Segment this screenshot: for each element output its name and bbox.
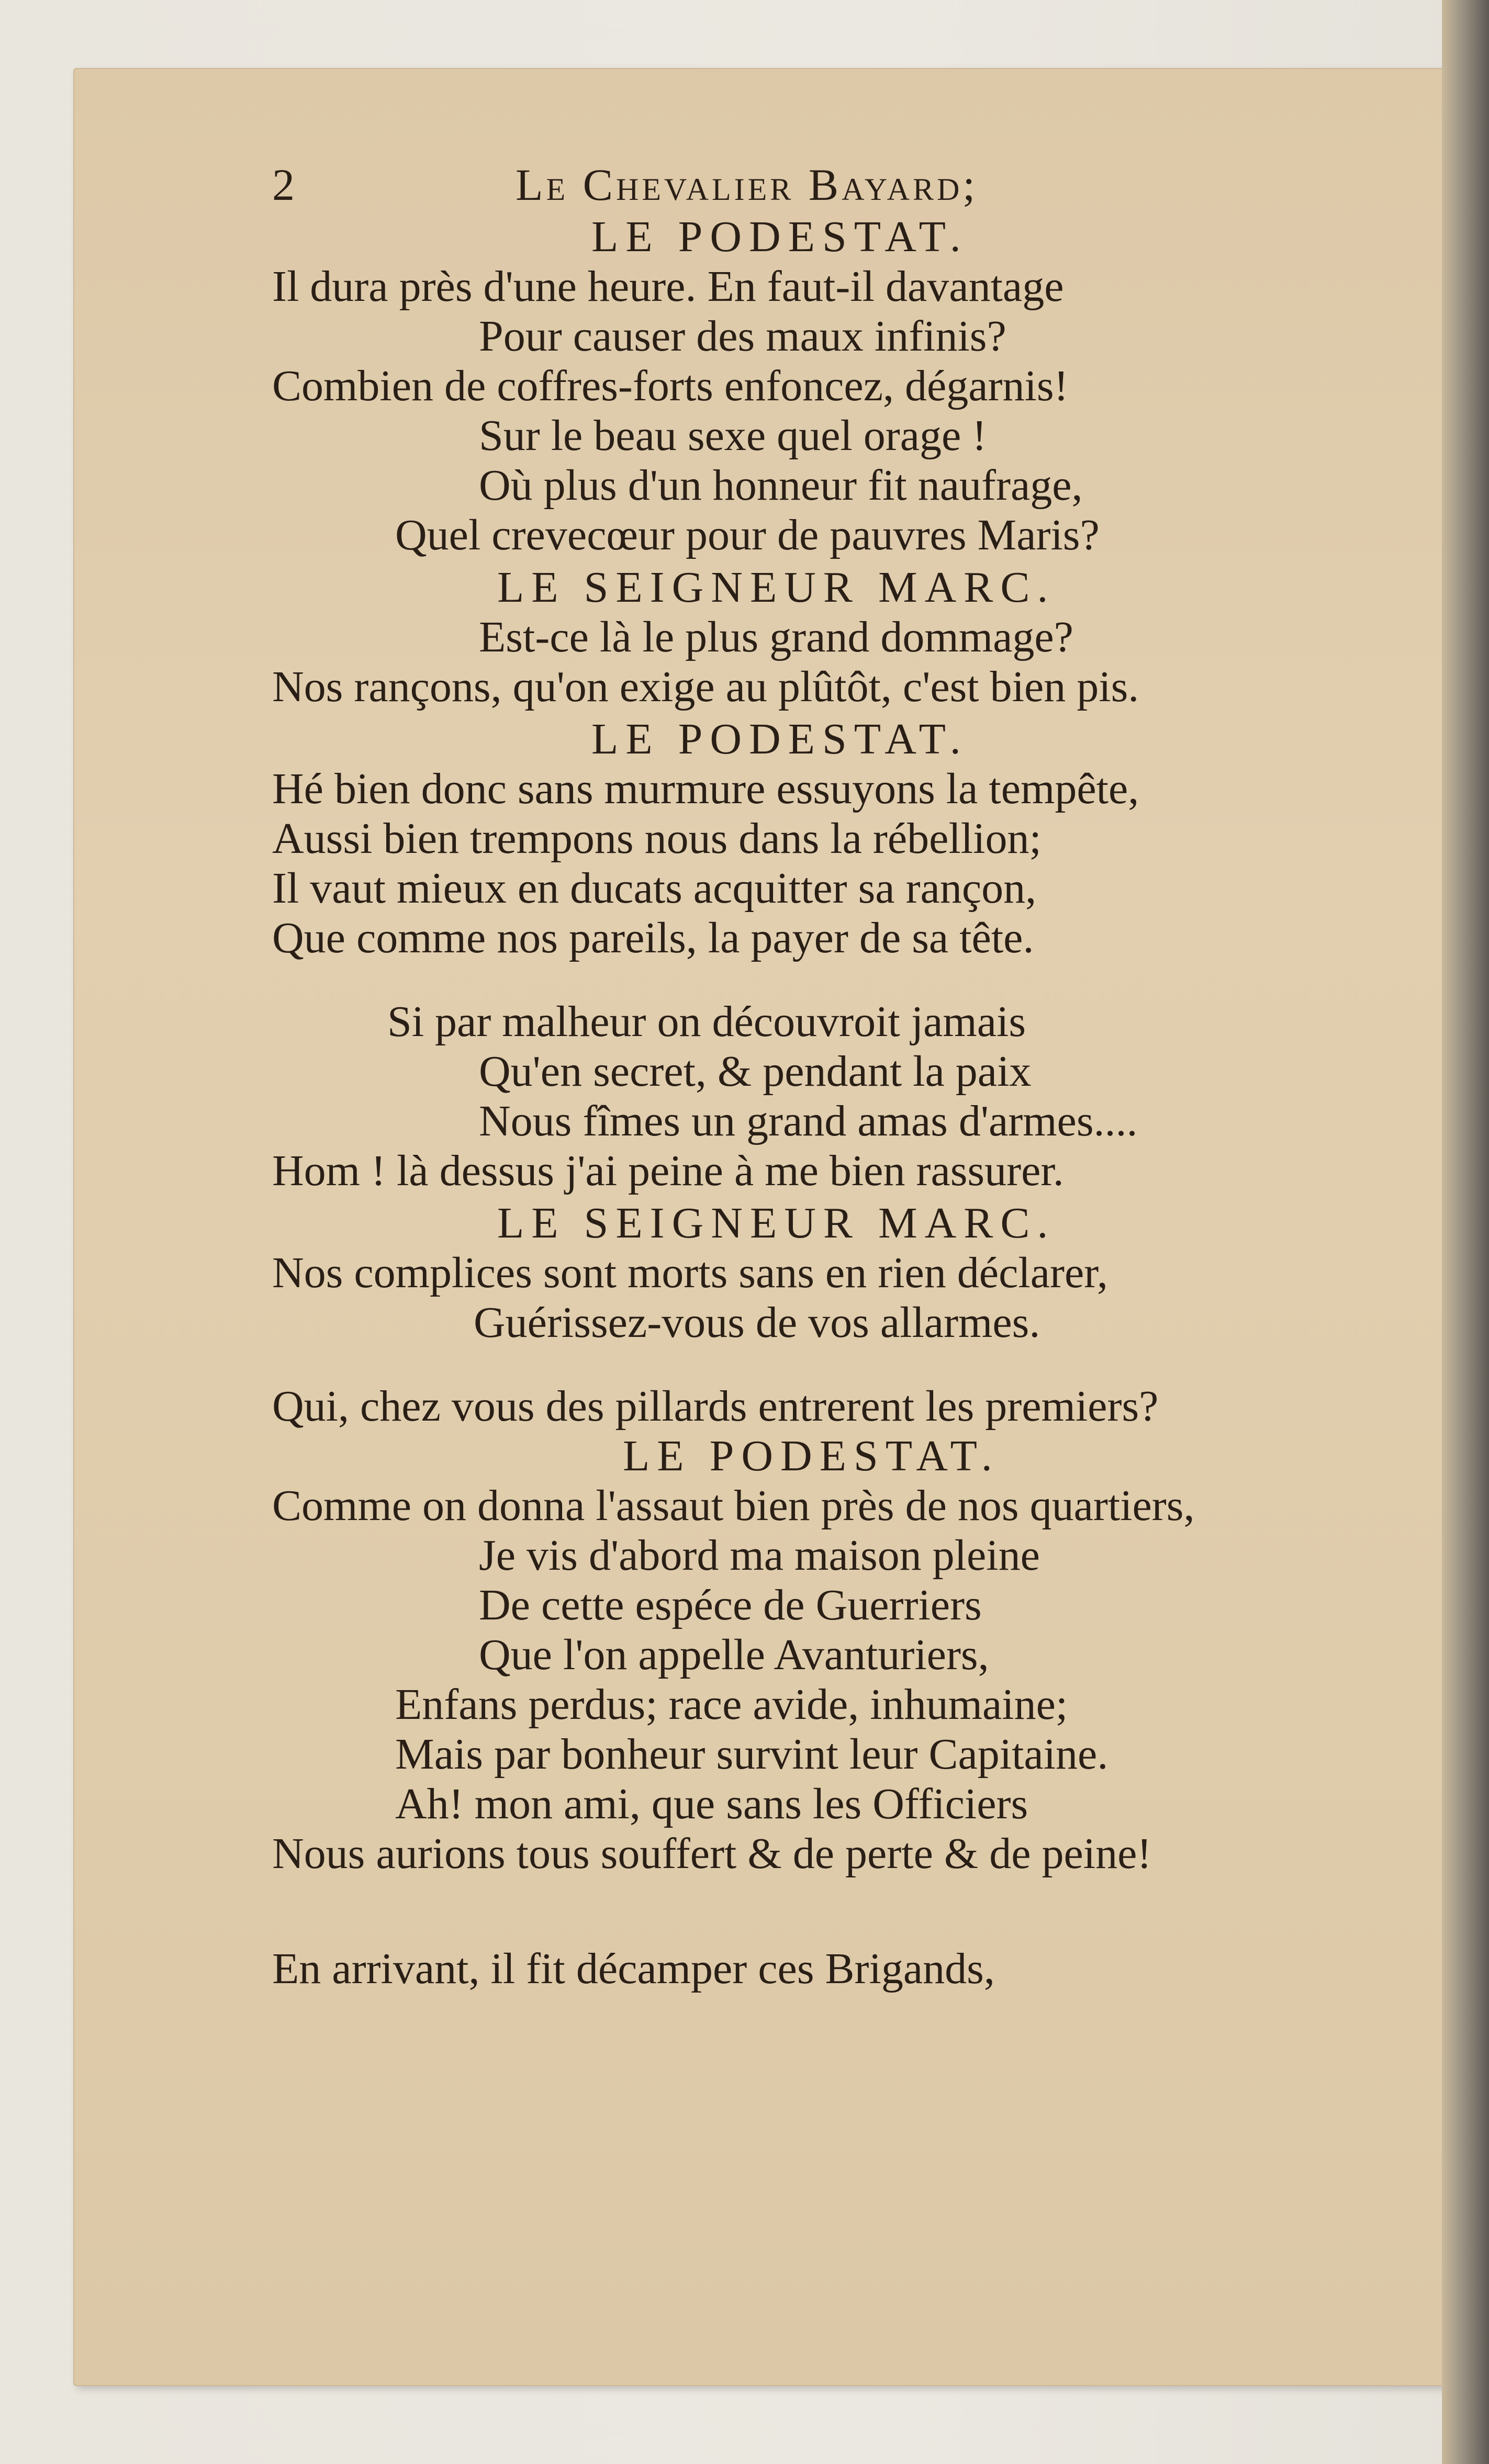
- verse-line: Que l'on appelle Avanturiers,: [479, 1630, 989, 1679]
- verse-line: Où plus d'un honneur fit naufrage,: [479, 461, 1083, 510]
- verse-line: Enfans perdus; race avide, inhumaine;: [395, 1680, 1068, 1729]
- verse-line: Guérissez-vous de vos allarmes.: [474, 1298, 1040, 1347]
- verse-line: Combien de coffres-forts enfoncez, dégarnis!: [272, 362, 1069, 410]
- verse-line: De cette espéce de Guerriers: [479, 1581, 982, 1629]
- verse-line: Quel crevecœur pour de pauvres Maris?: [395, 511, 1100, 559]
- verse-line: Qu'en secret, & pendant la paix: [479, 1047, 1032, 1096]
- speaker-name: LE SEIGNEUR MARC.: [497, 1199, 1056, 1247]
- verse-line: Hom ! là dessus j'ai peine à me bien rassurer.: [272, 1146, 1064, 1195]
- verse-line: Aussi bien trempons nous dans la rébellion;: [272, 814, 1042, 863]
- verse-line: Sur le beau sexe quel orage !: [479, 411, 987, 460]
- speaker-name: LE PODESTAT.: [591, 212, 968, 261]
- verse-line: Ah! mon ami, que sans les Officiers: [395, 1780, 1028, 1828]
- verse-line: Hé bien donc sans murmure essuyons la tempête,: [272, 764, 1139, 813]
- book-spine-edge: [1442, 0, 1489, 2464]
- verse-line: Que comme nos pareils, la payer de sa tête.: [272, 914, 1034, 962]
- verse-line: Comme on donna l'assaut bien près de nos quartiers,: [272, 1481, 1195, 1530]
- verse-line: Qui, chez vous des pillards entrerent les premiers?: [272, 1382, 1159, 1431]
- running-title: Le Chevalier Bayard;: [516, 160, 979, 210]
- speaker-name: LE PODESTAT.: [591, 715, 968, 763]
- verse-line: Nous aurions tous souffert & de perte & de peine!: [272, 1829, 1152, 1878]
- speaker-name: LE SEIGNEUR MARC.: [497, 563, 1056, 612]
- verse-line: Est-ce là le plus grand dommage?: [479, 613, 1073, 661]
- verse-line: Il dura près d'une heure. En faut-il davantage: [272, 262, 1064, 311]
- verse-line: Nous fîmes un grand amas d'armes....: [479, 1097, 1138, 1145]
- verse-line: Si par malheur on découvroit jamais: [387, 997, 1026, 1046]
- verse-line: Nos rançons, qu'on exige au plûtôt, c'est bien pis.: [272, 662, 1139, 711]
- verse-line: Pour causer des maux infinis?: [479, 312, 1006, 361]
- page-number: 2: [272, 160, 295, 210]
- verse-line: En arrivant, il fit décamper ces Brigands,: [272, 1944, 995, 1993]
- verse-line: Mais par bonheur survint leur Capitaine.: [395, 1730, 1109, 1779]
- verse-line: Il vaut mieux en ducats acquitter sa rançon,: [272, 864, 1037, 913]
- verse-line: Je vis d'abord ma maison pleine: [479, 1531, 1040, 1580]
- verse-line: Nos complices sont morts sans en rien déclarer,: [272, 1248, 1108, 1297]
- speaker-name: LE PODESTAT.: [623, 1432, 1000, 1480]
